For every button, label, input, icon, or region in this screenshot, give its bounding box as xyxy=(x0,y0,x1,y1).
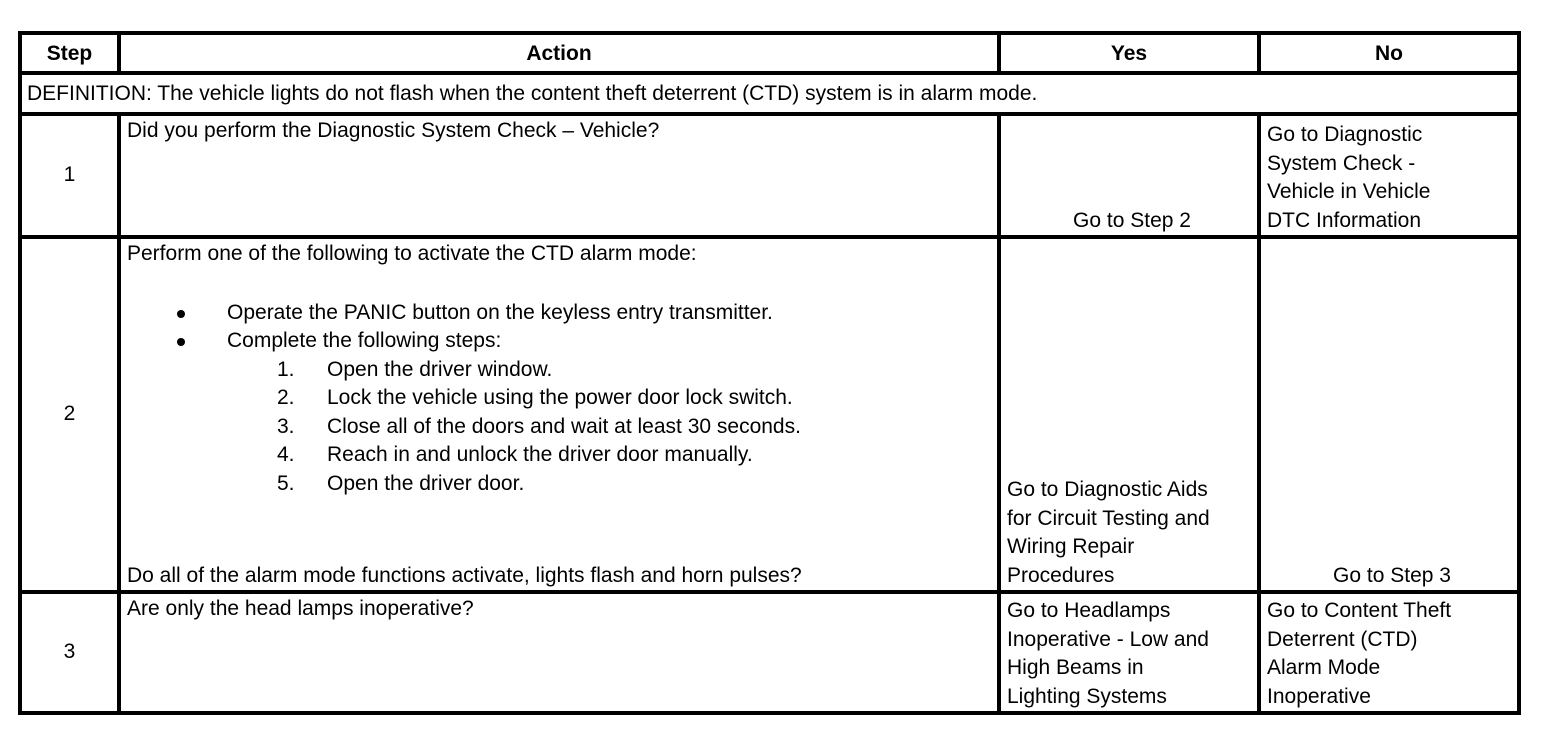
no-result: Go to Step 3 xyxy=(1259,237,1519,592)
table-row xyxy=(20,237,1519,592)
definition-text: DEFINITION: The vehicle lights do not flash when the content theft deterrent (CTD) system is in alarm mode. xyxy=(20,73,1519,114)
action-question: Do all of the alarm mode functions activate, lights flash and horn pulses? xyxy=(127,563,802,587)
no-result-line: Go to Content Theft xyxy=(1267,599,1452,622)
header-step: Step xyxy=(20,33,119,73)
bullet-item xyxy=(127,299,997,328)
yes-result-line: High Beams in xyxy=(1007,656,1144,679)
bullet-icon xyxy=(177,310,185,318)
numbered-item xyxy=(127,356,997,385)
bullet-list xyxy=(127,299,997,499)
action-intro: Perform one of the following to activate the CTD alarm mode: xyxy=(127,242,697,265)
yes-result-line: Wiring Repair xyxy=(1007,535,1135,558)
header-action: Action xyxy=(119,33,999,73)
action-text: Are only the head lamps inoperative? xyxy=(119,592,999,713)
numbered-item xyxy=(127,470,997,499)
no-result-line: System Check - xyxy=(1267,151,1416,175)
numbered-text: Reach in and unlock the driver door manually. xyxy=(327,443,753,466)
numbered-text: Close all of the doors and wait at least 30 seconds. xyxy=(327,414,801,438)
numbered-text: Open the driver door. xyxy=(327,471,525,495)
yes-result xyxy=(999,237,1259,592)
definition-row xyxy=(20,73,1519,114)
table-row xyxy=(20,592,1519,713)
yes-result-line: Go to Headlamps xyxy=(1007,599,1171,622)
header-no: No xyxy=(1259,33,1519,73)
header-yes: Yes xyxy=(999,33,1259,73)
header-row xyxy=(20,33,1519,73)
numbered-item xyxy=(127,441,997,470)
no-result-line: Go to Diagnostic xyxy=(1267,123,1423,146)
yes-result-line: for Circuit Testing and xyxy=(1007,506,1210,530)
no-result-line: Vehicle in Vehicle xyxy=(1267,180,1431,203)
numbered-item xyxy=(127,413,997,442)
no-result xyxy=(1259,114,1519,237)
bullet-text: Operate the PANIC button on the keyless entry transmitter. xyxy=(227,300,773,324)
no-result-line: Deterrent (CTD) xyxy=(1267,627,1418,651)
no-result xyxy=(1259,592,1519,713)
numbered-item xyxy=(127,384,997,413)
bullet-icon xyxy=(177,338,185,346)
bullet-text: Complete the following steps: xyxy=(227,329,502,352)
yes-result-line: Procedures xyxy=(1007,563,1115,587)
numbered-marker: 1. xyxy=(277,357,295,381)
no-result-line: Alarm Mode xyxy=(1267,656,1381,679)
numbered-marker: 2. xyxy=(277,386,295,409)
yes-result: Go to Step 2 xyxy=(999,114,1259,237)
numbered-marker: 3. xyxy=(277,414,295,438)
table-row xyxy=(20,114,1519,237)
step-number: 1 xyxy=(20,114,119,237)
no-result-line: Inoperative xyxy=(1267,684,1371,708)
step-number: 3 xyxy=(20,592,119,713)
no-result-line: DTC Information xyxy=(1267,208,1422,232)
action-text: Did you perform the Diagnostic System Check – Vehicle? xyxy=(119,114,999,237)
bullet-item xyxy=(127,327,997,356)
numbered-text: Open the driver window. xyxy=(327,357,553,381)
diagnostic-table xyxy=(18,31,1521,715)
numbered-marker: 5. xyxy=(277,471,295,495)
step-number: 2 xyxy=(20,237,119,592)
yes-result-line: Inoperative - Low and xyxy=(1007,627,1209,651)
yes-result xyxy=(999,592,1259,713)
numbered-marker: 4. xyxy=(277,443,295,466)
numbered-text: Lock the vehicle using the power door lock switch. xyxy=(327,386,793,409)
yes-result-line: Go to Diagnostic Aids xyxy=(1007,478,1208,501)
yes-result-line: Lighting Systems xyxy=(1007,684,1167,708)
action-cell xyxy=(119,237,999,592)
